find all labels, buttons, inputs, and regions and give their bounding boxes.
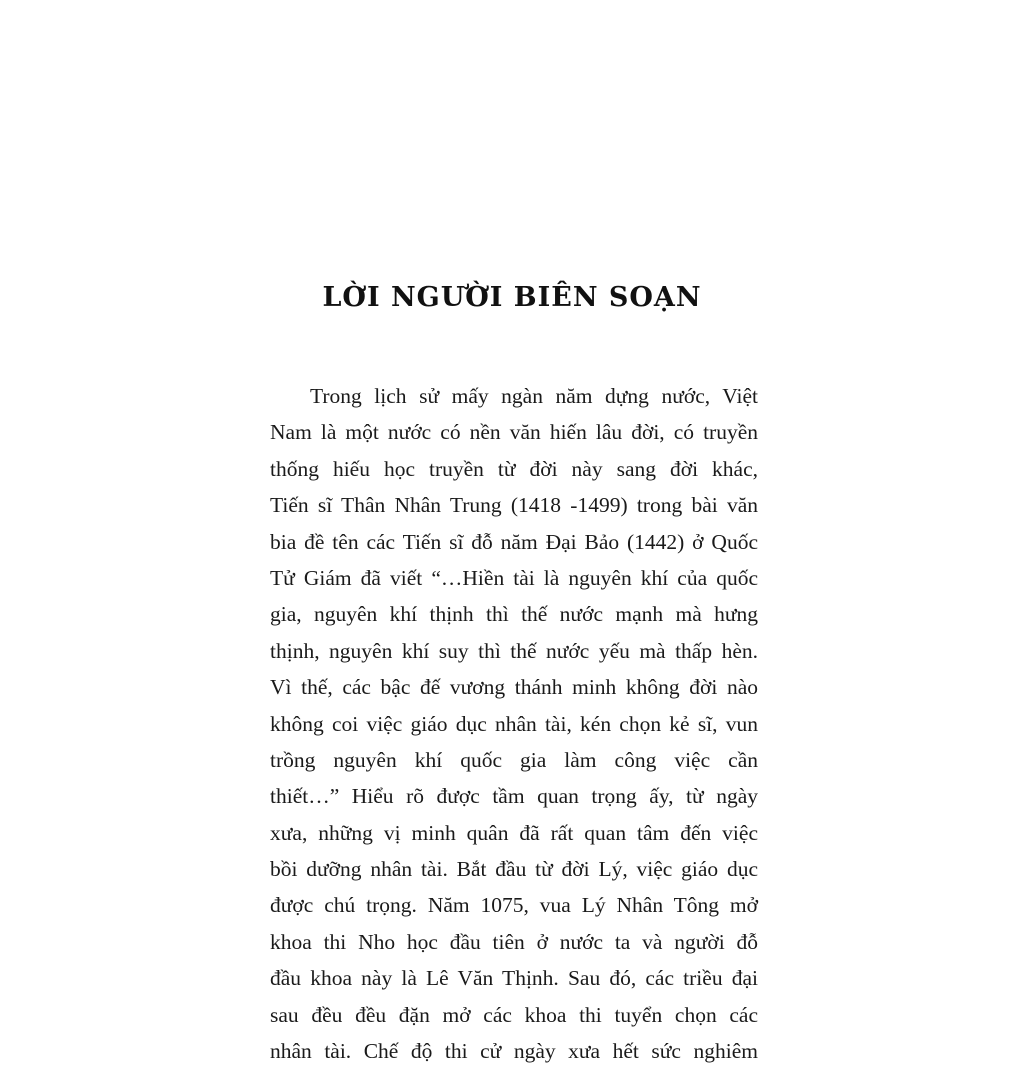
text-line: được chú trọng. Năm 1075, vua Lý Nhân Tông mở — [270, 893, 758, 918]
text-line: khoa thi Nho học đầu tiên ở nước ta và người đỗ — [270, 929, 758, 954]
text-line: đầu khoa này là Lê Văn Thịnh. Sau đó, các triều đại — [270, 966, 758, 991]
text-line: bồi dưỡng nhân tài. Bắt đầu từ đời Lý, việc giáo dục — [270, 857, 758, 882]
text-line: xưa, những vị minh quân đã rất quan tâm đến việc — [270, 820, 758, 845]
text-line: bia đề tên các Tiến sĩ đỗ năm Đại Bảo (1442) ở Quốc — [270, 529, 758, 554]
text-line: nhân tài. Chế độ thi cử ngày xưa hết sức nghiêm — [270, 1039, 758, 1064]
text-line: Vì thế, các bậc đế vương thánh minh không đời nào — [270, 675, 758, 700]
body-paragraph — [270, 378, 758, 1069]
text-line: thiết…” Hiểu rõ được tầm quan trọng ấy, từ ngày — [270, 784, 758, 809]
text-line: sau đều đều đặn mở các khoa thi tuyển chọn các — [270, 1002, 758, 1027]
text-line: Tử Giám đã viết “…Hiền tài là nguyên khí của quốc — [270, 565, 758, 590]
text-line: Tiến sĩ Thân Nhân Trung (1418 -1499) trong bài văn — [270, 493, 758, 518]
text-line: thống hiếu học truyền từ đời này sang đời khác, — [270, 456, 758, 481]
page-title: LỜI NGƯỜI BIÊN SOẠN — [322, 282, 702, 313]
text-line: Trong lịch sử mấy ngàn năm dựng nước, Việt — [310, 384, 758, 408]
text-line: trồng nguyên khí quốc gia làm công việc cần — [270, 747, 758, 772]
text-line: Nam là một nước có nền văn hiến lâu đời, có truyền — [270, 420, 758, 445]
text-line: gia, nguyên khí thịnh thì thế nước mạnh mà hưng — [270, 602, 758, 627]
text-line: thịnh, nguyên khí suy thì thế nước yếu mà thấp hèn. — [270, 638, 758, 663]
text-line: không coi việc giáo dục nhân tài, kén chọn kẻ sĩ, vun — [270, 711, 758, 736]
